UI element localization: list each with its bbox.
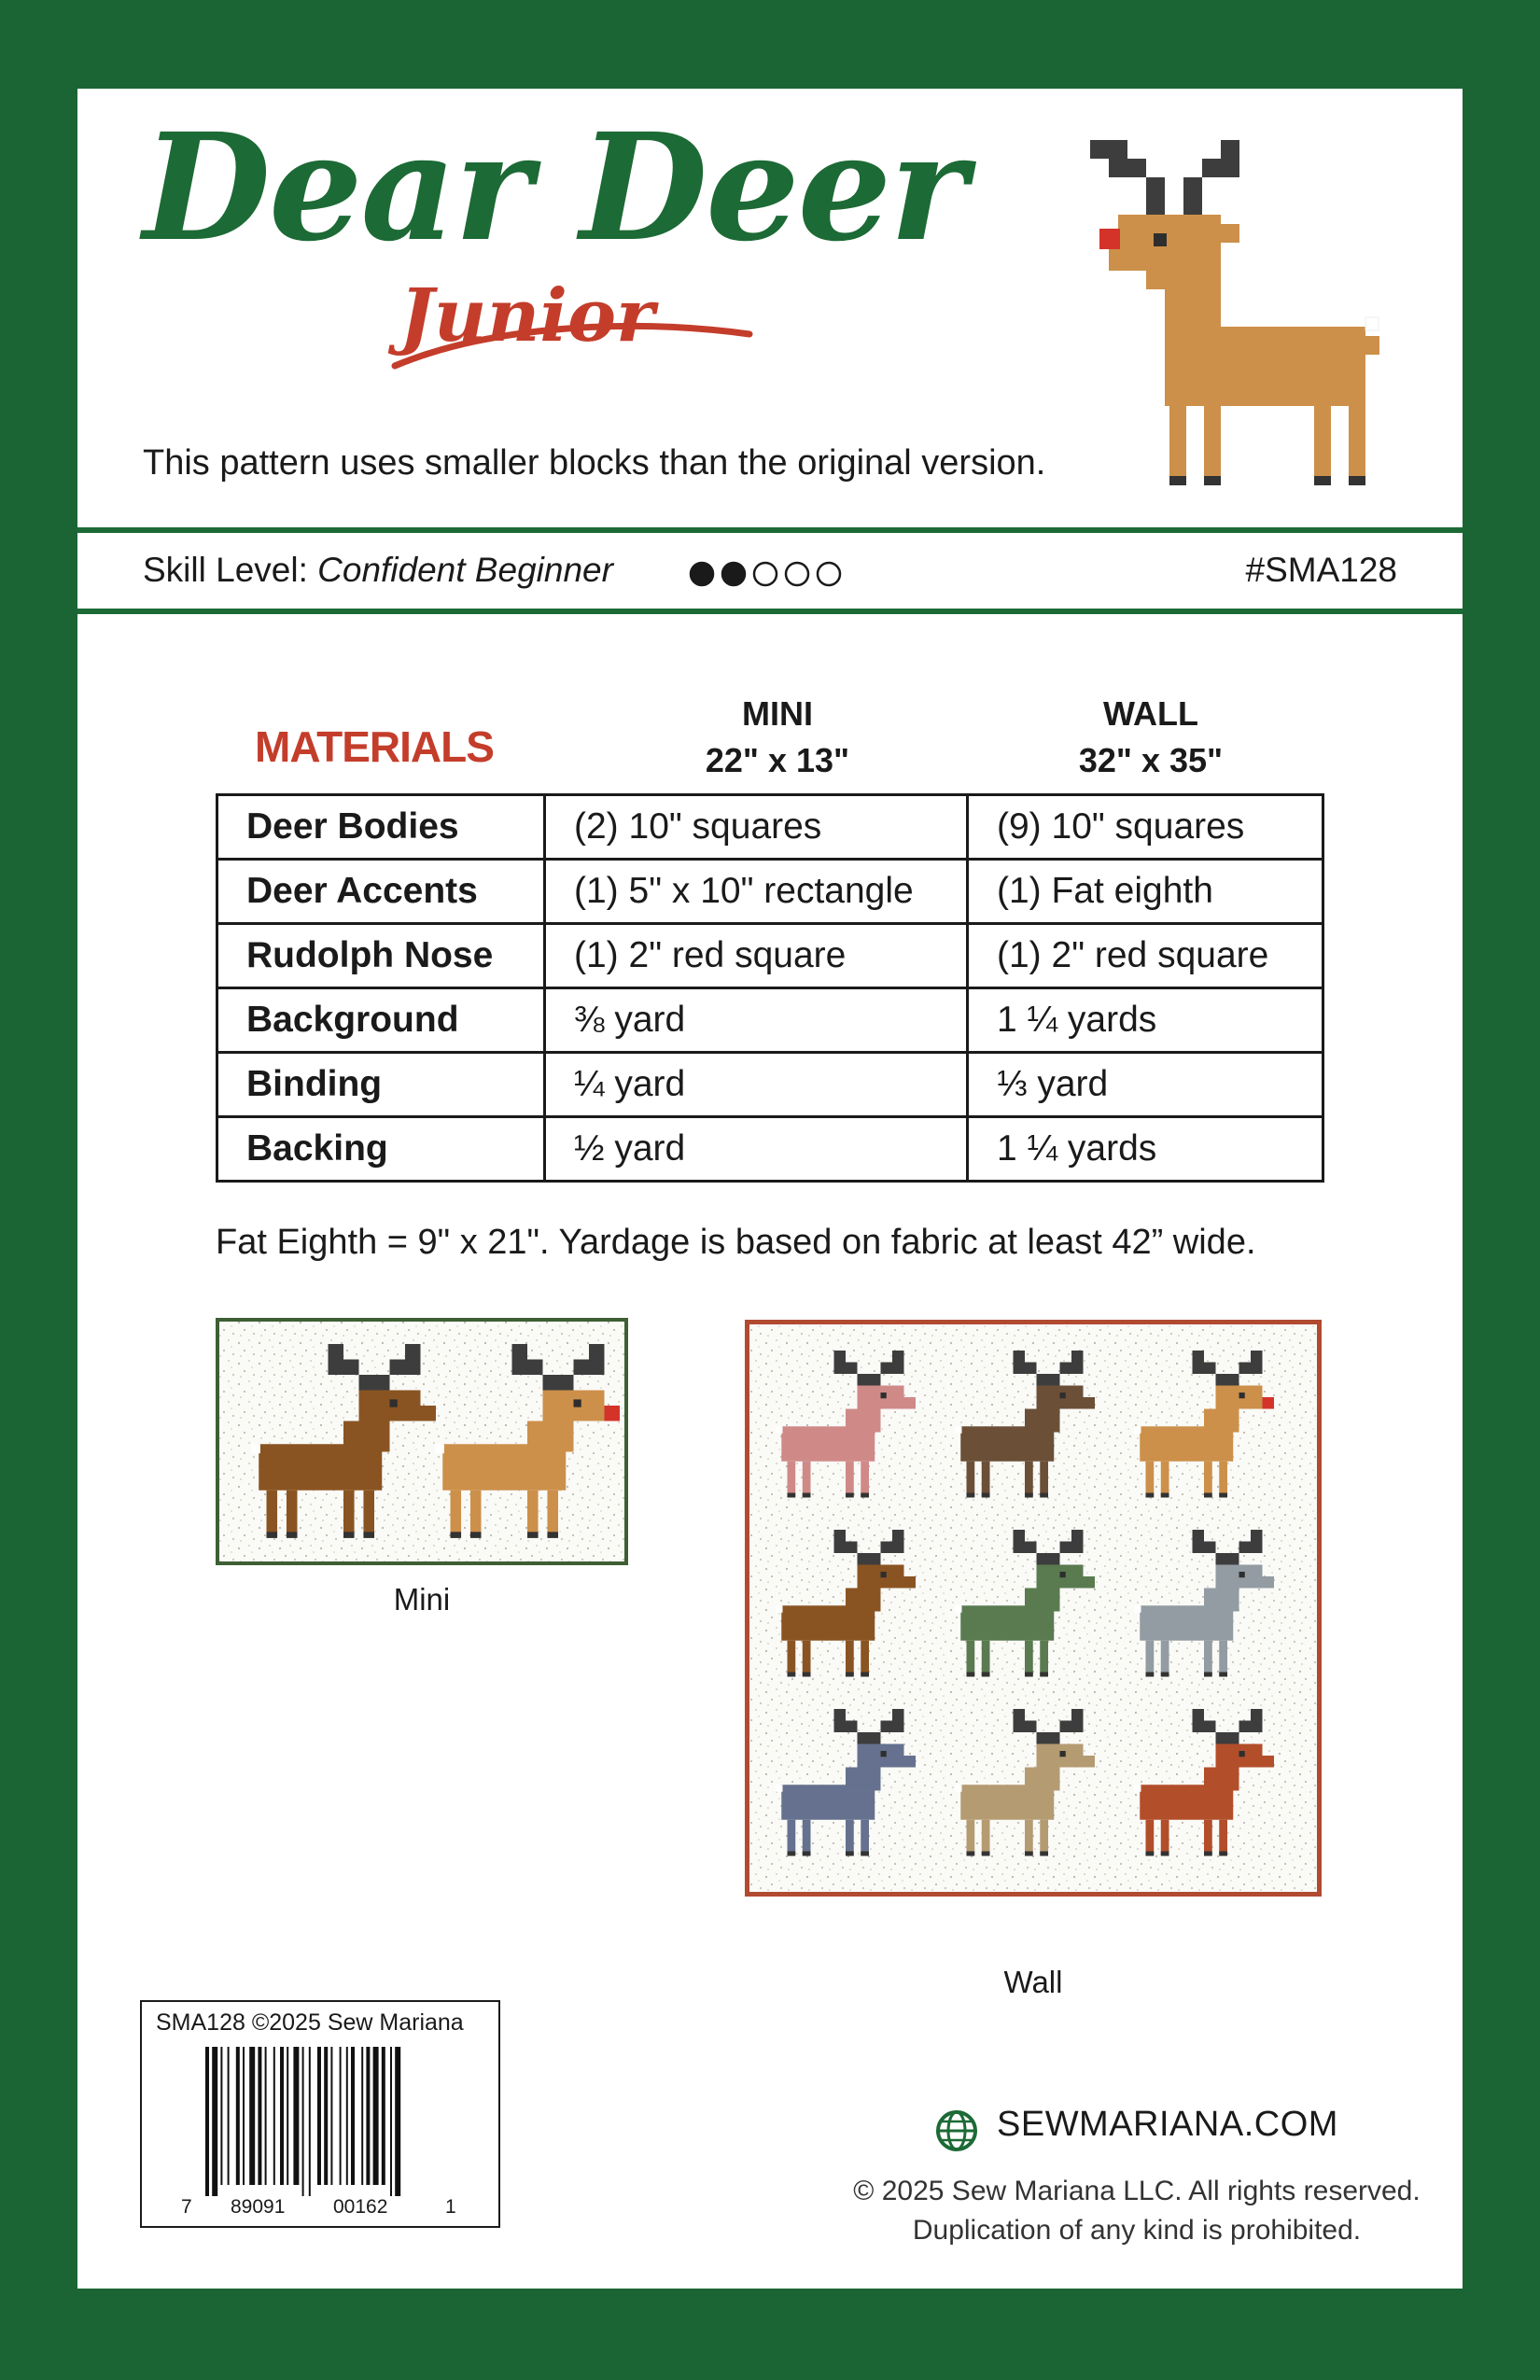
row-label: Backing <box>217 1117 545 1182</box>
materials-table <box>216 793 1324 1183</box>
sku-number: #SMA128 <box>1245 551 1397 589</box>
wall-label: Wall <box>1003 1965 1063 1999</box>
hero-deer-illustration <box>1090 140 1398 495</box>
mini-label: Mini <box>393 1582 451 1617</box>
table-row <box>217 1117 1323 1182</box>
row-label: Binding <box>217 1053 545 1117</box>
table-row <box>217 795 1323 860</box>
rating-dot-empty <box>818 563 840 585</box>
skill-label: Skill Level: <box>143 551 308 589</box>
skill-rating-dots <box>689 557 857 591</box>
barcode-bars <box>205 2047 439 2205</box>
row-label: Rudolph Nose <box>217 924 545 988</box>
barcode-digit-check: 1 <box>445 2196 456 2218</box>
rating-dot-filled <box>691 563 713 585</box>
pattern-card <box>77 89 1463 2289</box>
mini-value: (1) 5" x 10" rectangle <box>545 860 968 924</box>
row-label: Background <box>217 988 545 1053</box>
mini-value: (1) 2" red square <box>545 924 968 988</box>
wall-value: 1 ¼ yards <box>968 1117 1323 1182</box>
column-wall-name: WALL <box>1103 694 1198 733</box>
mini-value: ⅜ yard <box>545 988 968 1053</box>
tagline: This pattern uses smaller blocks than the original version. <box>143 443 1046 483</box>
rating-dot-filled <box>722 563 745 585</box>
mini-value: (2) 10" squares <box>545 795 968 860</box>
column-head-mini <box>637 691 917 784</box>
column-mini-size: 22" x 13" <box>705 741 850 779</box>
wall-value: ⅓ yard <box>968 1053 1323 1117</box>
copyright-line: © 2025 Sew Mariana LLC. All rights reserved. <box>853 2176 1421 2206</box>
barcode-block <box>140 2000 500 2228</box>
skill-level <box>143 551 613 590</box>
fabric-note: Fat Eighth = 9" x 21". Yardage is based on fabric at least 42” wide. <box>216 1223 1256 1262</box>
table-row <box>217 988 1323 1053</box>
pattern-title: Dear Deer <box>143 102 966 274</box>
row-label: Deer Bodies <box>217 795 545 860</box>
header-rule-bottom <box>77 609 1463 614</box>
table-row <box>217 1053 1323 1117</box>
wall-value: 1 ¼ yards <box>968 988 1323 1053</box>
skill-value: Confident Beginner <box>317 551 613 589</box>
column-wall-size: 32" x 35" <box>1078 741 1224 779</box>
pattern-subtitle: Junior <box>399 273 655 358</box>
barcode-digit-right: 00162 <box>333 2196 388 2218</box>
mini-value: ½ yard <box>545 1117 968 1182</box>
barcode-digit-left: 89091 <box>231 2196 286 2218</box>
wall-value: (1) 2" red square <box>968 924 1323 988</box>
swoosh-decoration <box>385 317 759 373</box>
barcode-caption: SMA128 ©2025 Sew Mariana <box>156 2009 464 2036</box>
wall-value: (9) 10" squares <box>968 795 1323 860</box>
table-row <box>217 860 1323 924</box>
barcode-digit-lead: 7 <box>181 2196 192 2218</box>
copyright <box>815 2172 1459 2250</box>
header-rule-top <box>77 527 1463 533</box>
website-link[interactable]: SEWMARIANA.COM <box>997 2105 1338 2144</box>
rating-dot-empty <box>786 563 808 585</box>
globe-icon <box>934 2108 979 2153</box>
rating-dot-empty <box>754 563 777 585</box>
materials-heading: MATERIALS <box>255 722 494 771</box>
mini-value: ¼ yard <box>545 1053 968 1117</box>
column-head-wall <box>1011 691 1291 784</box>
mini-quilt-image <box>216 1318 628 1565</box>
wall-quilt-image <box>743 1318 1323 1898</box>
table-row <box>217 924 1323 988</box>
duplication-notice: Duplication of any kind is prohibited. <box>912 2215 1362 2246</box>
row-label: Deer Accents <box>217 860 545 924</box>
column-mini-name: MINI <box>742 694 813 733</box>
wall-value: (1) Fat eighth <box>968 860 1323 924</box>
